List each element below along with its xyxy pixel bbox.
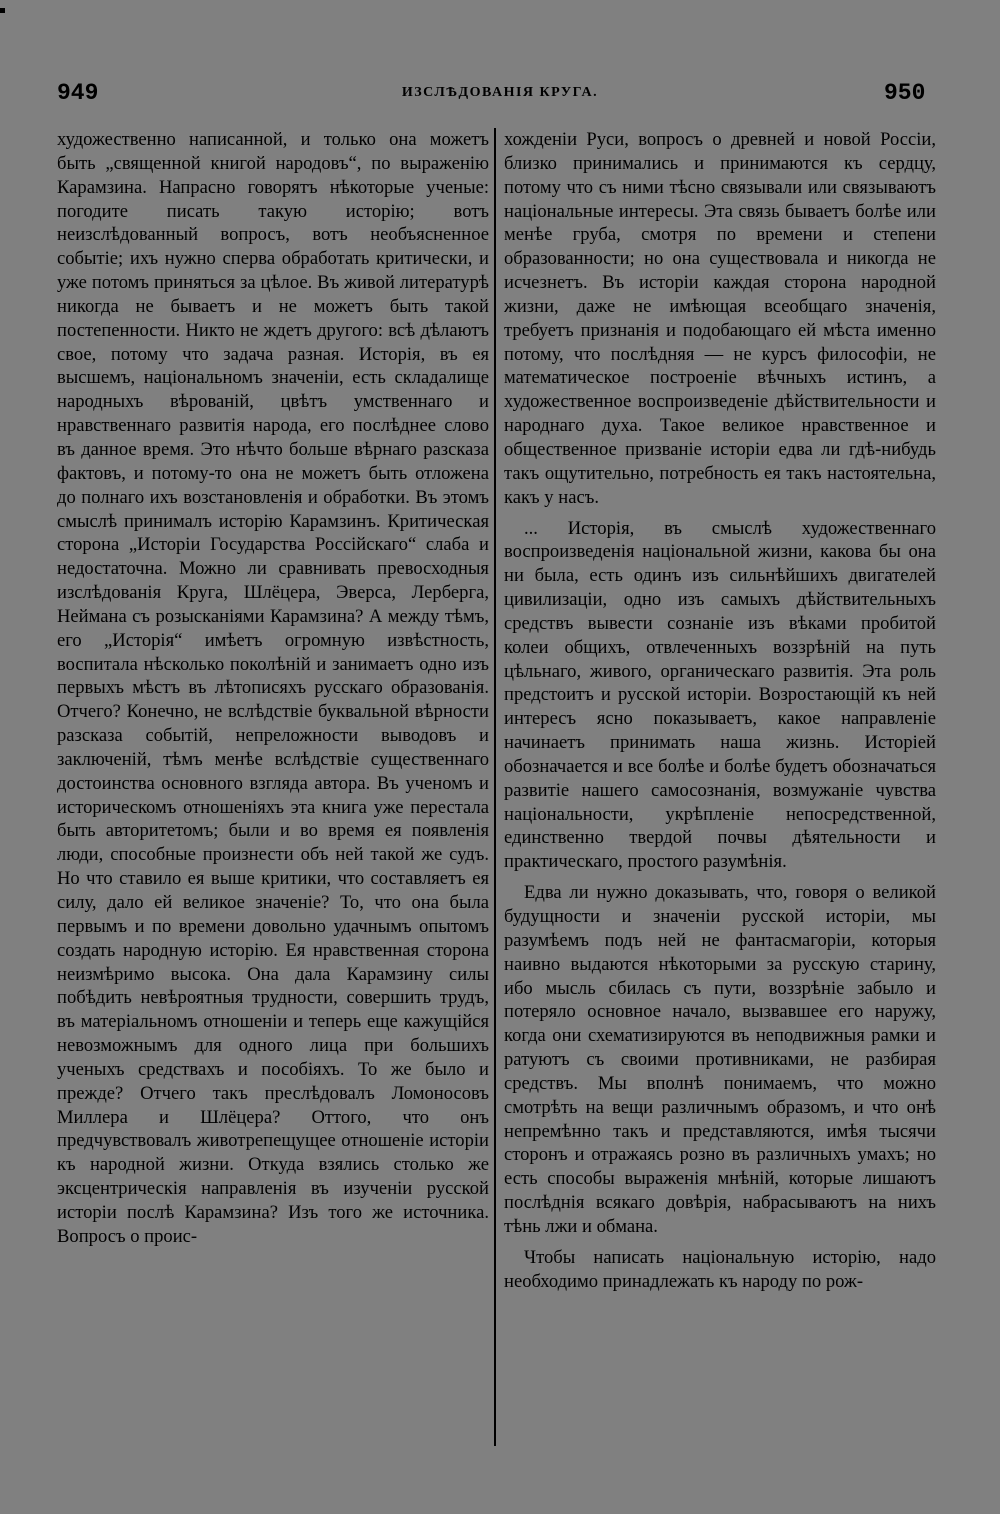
page-number-right: 950 bbox=[884, 80, 926, 106]
corner-mark bbox=[0, 8, 5, 13]
paragraph: хожденіи Руси, вопросъ о древней и новой Россіи, близко принимались и принимаются къ сердцу, потому что съ ними тѣсно связывали или связываютъ національные интересы. Эта связь бываетъ болѣе или менѣе груба, смотря по времени и степени образованности; но она существовала и никогда не исчезнетъ. Въ исторіи каждая сторона народной жизни, даже не имѣющая всеобщаго значенія, требуетъ признанія и подобающаго ей мѣста именно потому, что послѣдняя — не курсъ философіи, не математическое построеніе вѣчныхъ истинъ, а художественное воспроизведеніе дѣйствительности и народнаго духа. Такое великое нравственное и общественное призваніе исторіи едва ли гдѣ-нибудь такъ ощутительно, потребность ея такъ настоятельна, какъ у насъ. bbox=[504, 129, 936, 508]
paragraph: Чтобы написать національную исторію, надо необходимо принадлежать къ народу по рож- bbox=[504, 1246, 936, 1292]
left-column bbox=[57, 128, 489, 1249]
paragraph: Едва ли нужно доказывать, что, говоря о великой будущности и значеніи русской исторіи, мы разумѣемъ подъ ней не фантасмагоріи, которыя наивно выдаются нѣкоторыми за русскую старину, ибо мысль сбилась съ пути, воззрѣніе забыло и потеряло основное начало, вызвавшее его наружу, когда они схематизируются въ неподвижныя рамки и ратуютъ съ своими противниками, не разбирая средствъ. Мы вполнѣ понимаемъ, что можно смотрѣть на вещи различнымъ образомъ, и что онѣ непремѣнно такъ и представляются, имѣя тысячи сторонъ и отражаясь розно въ различныхъ умахъ; но есть способы выраженія мнѣній, которые лишаютъ послѣднія всякаго довѣрія, набрасываютъ на нихъ тѣнь лжи и обмана. bbox=[504, 882, 936, 1237]
page-number-left: 949 bbox=[57, 80, 99, 106]
right-column bbox=[504, 128, 936, 1294]
running-head: ИЗСЛѢДОВАНІЯ КРУГА. bbox=[401, 85, 599, 100]
paragraph: ... Исторія, въ смыслѣ художественнаго воспроизведенія національной жизни, какова бы она ни была, есть одинъ изъ сильнѣйшихъ двигателей цивилизаціи, одно изъ самыхъ дѣйствительныхъ средствъ вывести сознаніе изъ вѣками пробитой колеи общихъ, отвлеченныхъ воззрѣній на путь цѣльнаго, живого, органическаго развитія. Эта роль предстоитъ и русской исторіи. Возростающій къ ней интересъ ясно показываетъ, какое направленіе начинаетъ принимать наша жизнь. Исторіей обозначается и все болѣе и болѣе будетъ обозначаться развитіе нашего самосознанія, возмужаніе чувства національности, укрѣпленіе непосредственной, единственно твердой почвы дѣятельности и практическаго, простого разумѣнія. bbox=[504, 517, 936, 873]
paragraph: художественно написанной, и только она можетъ быть „священной книгой народовъ“, по выраженію Карамзина. Напрасно говорятъ нѣкоторые ученые: погодите писать такую исторію; вотъ неизслѣдованный вопросъ, вотъ необъясненное событіе; ихъ нужно сперва обработать критически, и уже потомъ приняться за цѣлое. Въ живой литературѣ никогда не бываетъ и не можетъ быть такой постепенности. Никто не ждетъ другого: всѣ дѣлаютъ свое, потому что задача разная. Исторія, въ ея высшемъ, національномъ значеніи, есть складалище народныхъ вѣрованій, цвѣтъ умственнаго и нравственнаго развитія народа, его послѣднее слово въ данное время. Это нѣчто больше вѣрнаго разсказа фактовъ, и потому-то она не можетъ быть отложена до полнаго ихъ возстановленія и обработки. Въ этомъ смыслѣ принималъ исторію Карамзинъ. Критическая сторона „Исторіи Государства Россійскаго“ слаба и недостаточна. Можно ли сравнивать превосходныя изслѣдованія Круга, Шлёцера, Эверса, Лерберга, Неймана съ розысканіями Карамзина? А между тѣмъ, его „Исторія“ имѣетъ огромную извѣстность, воспитала нѣсколько поколѣній и занимаетъ одно изъ первыхъ мѣстъ въ лѣтописяхъ русскаго образованія. Отчего? Конечно, не вслѣдствіе буквальной вѣрности разсказа событій, непреложности выводовъ и заключеній, тѣмъ менѣе вслѣдствіе существеннаго достоинства основного взгляда автора. Въ ученомъ и историческомъ отношеніяхъ эта книга уже перестала быть авторитетомъ; были и во время ея появленія люди, способные произнести объ ней такой же судъ. Но что ставило ея выше критики, что составляетъ ея силу, дало ей великое значеніе? То, что она была первымъ и по времени довольно удачнымъ опытомъ создать народную исторію. Ея нравственная сторона неизмѣримо высока. Она дала Карамзину силы побѣдить невѣроятныя трудности, совершить трудъ, въ матеріальномъ отношеніи и теперь еще кажущійся невозможнымъ для одного лица при большихъ ученыхъ средствахъ и пособіяхъ. То же было и прежде? Отчего такъ преслѣдовалъ Ломоносовъ Миллера и Шлёцера? Оттого, что онъ предчувствовалъ животрепещущее отношеніе исторіи къ народной жизни. Откуда взялись столько же эксцентрическія направленія въ изученіи русской исторіи послѣ Карамзина? Изъ того же источника. Вопросъ о проис- bbox=[57, 129, 489, 1247]
column-divider bbox=[494, 128, 496, 1446]
